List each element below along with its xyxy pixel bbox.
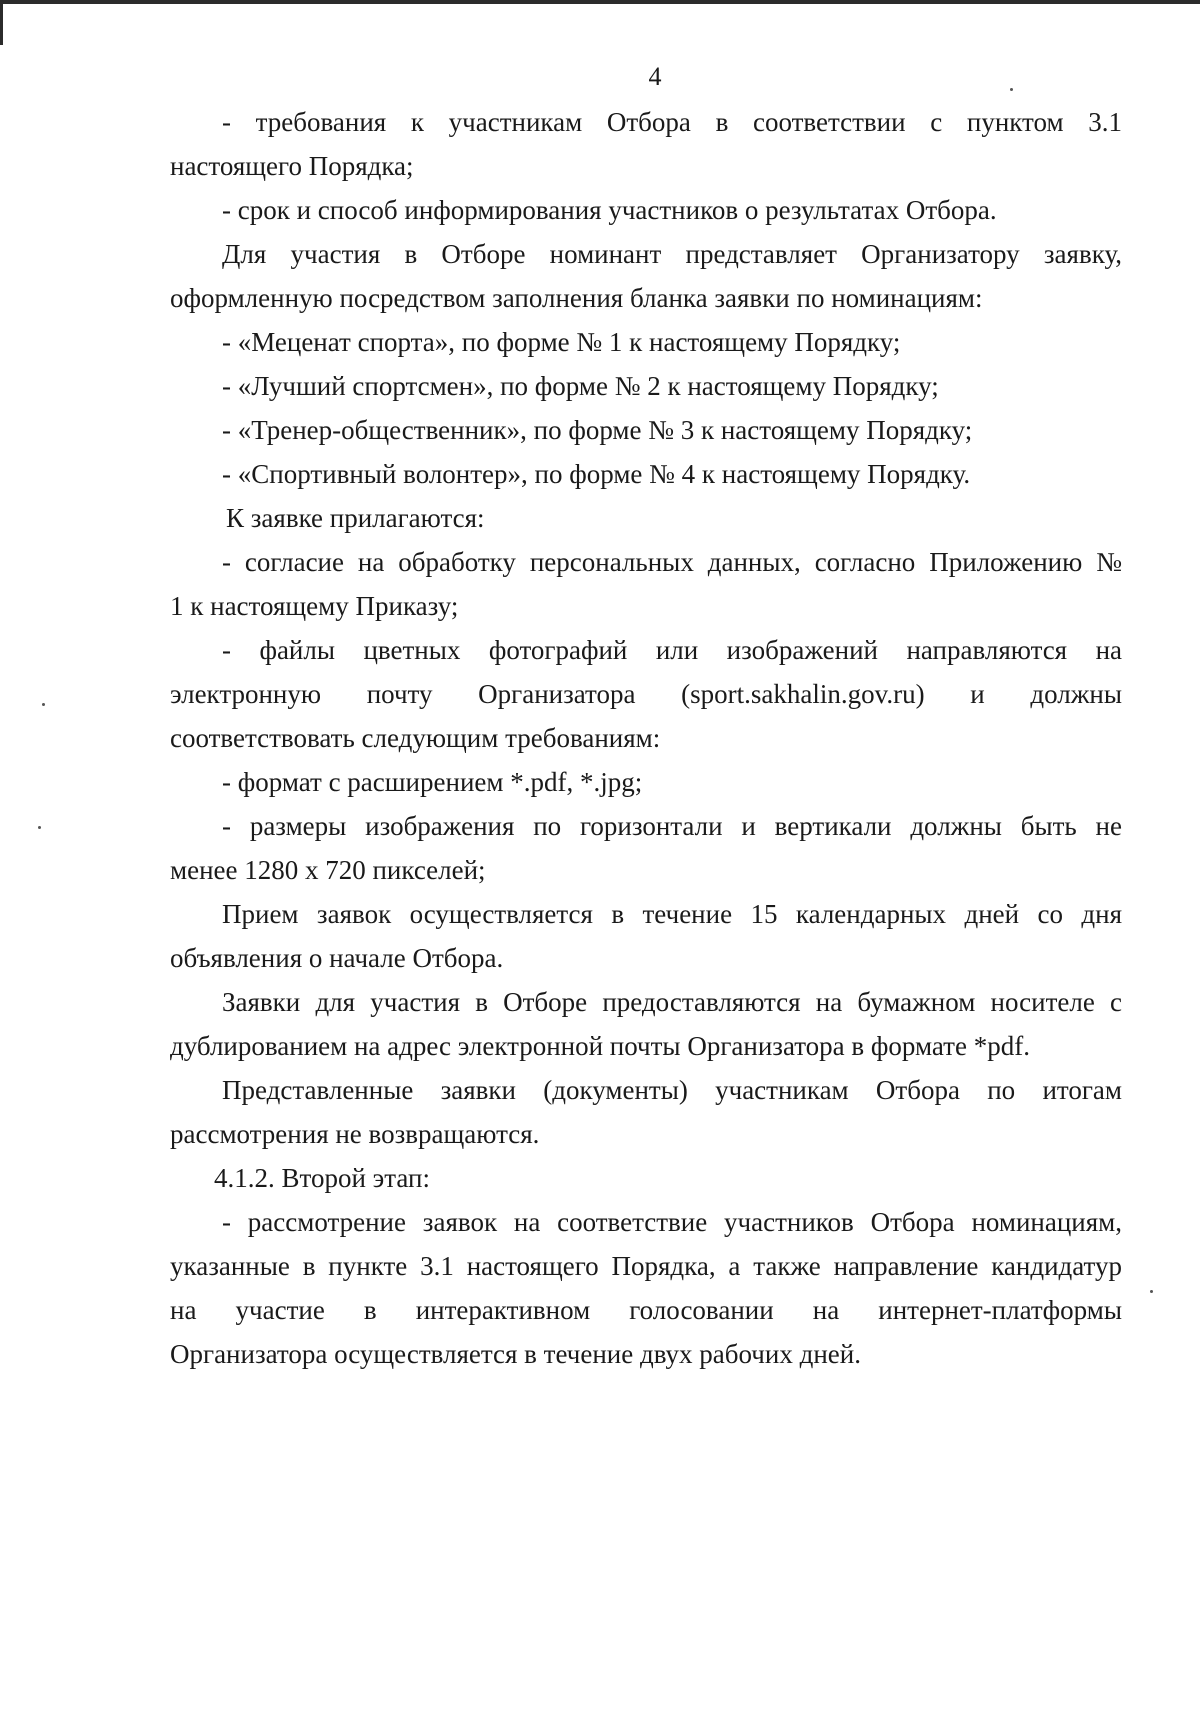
- paragraph: [170, 980, 1122, 1068]
- text-line: Организатора осуществляется в течение двух рабочих дней.: [170, 1339, 861, 1369]
- scan-speck: [42, 703, 45, 706]
- text-line: - формат с расширением *.pdf, *.jpg;: [222, 767, 643, 797]
- text-line: - требования к участникам Отбора в соответствии с пунктом 3.1: [222, 107, 1122, 137]
- text-line: Прием заявок осуществляется в течение 15 календарных дней со дня: [222, 899, 1122, 929]
- text-line: на участие в интерактивном голосовании на интернет-платформы: [170, 1295, 1122, 1325]
- scan-speck: [38, 826, 41, 829]
- text-line: - «Спортивный волонтер», по форме № 4 к настоящему Порядку.: [222, 459, 971, 489]
- text-line: - «Лучший спортсмен», по форме № 2 к настоящему Порядку;: [222, 371, 939, 401]
- paragraph: [170, 232, 1122, 320]
- paragraph: [170, 1156, 1122, 1200]
- paragraph: [170, 100, 1122, 188]
- scan-left-edge: [0, 0, 3, 45]
- page-number: 4: [648, 62, 662, 91]
- paragraph: [170, 320, 1122, 364]
- text-line: - рассмотрение заявок на соответствие участников Отбора номинациям,: [222, 1207, 1122, 1237]
- paragraph: [170, 364, 1122, 408]
- paragraph: [170, 408, 1122, 452]
- text-line: менее 1280 х 720 пикселей;: [170, 855, 486, 885]
- text-line: настоящего Порядка;: [170, 151, 414, 181]
- paragraph: [170, 892, 1122, 980]
- text-line: Представленные заявки (документы) участникам Отбора по итогам: [222, 1075, 1122, 1105]
- text-line: 4.1.2. Второй этап:: [214, 1163, 430, 1193]
- paragraph: [170, 188, 1122, 232]
- text-line: дублированием на адрес электронной почты Организатора в формате *pdf.: [170, 1031, 1030, 1061]
- scan-top-edge: [0, 0, 1200, 4]
- paragraph: [170, 760, 1122, 804]
- text-line: электронную почту Организатора (sport.sakhalin.gov.ru) и должны: [170, 679, 1122, 709]
- document-body: [170, 100, 1122, 1376]
- scan-speck: [1150, 1290, 1153, 1293]
- text-line: Для участия в Отборе номинант представляет Организатору заявку,: [222, 239, 1122, 269]
- text-line: указанные в пункте 3.1 настоящего Порядка, а также направление кандидатур: [170, 1251, 1122, 1281]
- text-line: оформленную посредством заполнения бланка заявки по номинациям:: [170, 283, 983, 313]
- paragraph: [170, 496, 1122, 540]
- paragraph: [170, 628, 1122, 760]
- text-line: - файлы цветных фотографий или изображений направляются на: [222, 635, 1122, 665]
- text-line: объявления о начале Отбора.: [170, 943, 504, 973]
- paragraph: [170, 452, 1122, 496]
- text-line: 1 к настоящему Приказу;: [170, 591, 459, 621]
- text-line: - размеры изображения по горизонтали и вертикали должны быть не: [222, 811, 1122, 841]
- paragraph: [170, 1200, 1122, 1376]
- scan-speck: [1010, 88, 1013, 91]
- text-line: Заявки для участия в Отборе предоставляются на бумажном носителе с: [222, 987, 1122, 1017]
- text-line: рассмотрения не возвращаются.: [170, 1119, 540, 1149]
- text-line: К заявке прилагаются:: [226, 503, 485, 533]
- text-line: - согласие на обработку персональных данных, согласно Приложению №: [222, 547, 1122, 577]
- text-line: - «Тренер-общественник», по форме № 3 к настоящему Порядку;: [222, 415, 973, 445]
- text-line: соответствовать следующим требованиям:: [170, 723, 661, 753]
- paragraph: [170, 804, 1122, 892]
- text-line: - «Меценат спорта», по форме № 1 к настоящему Порядку;: [222, 327, 901, 357]
- paragraph: [170, 540, 1122, 628]
- text-line: - срок и способ информирования участников о результатах Отбора.: [222, 195, 997, 225]
- paragraph: [170, 1068, 1122, 1156]
